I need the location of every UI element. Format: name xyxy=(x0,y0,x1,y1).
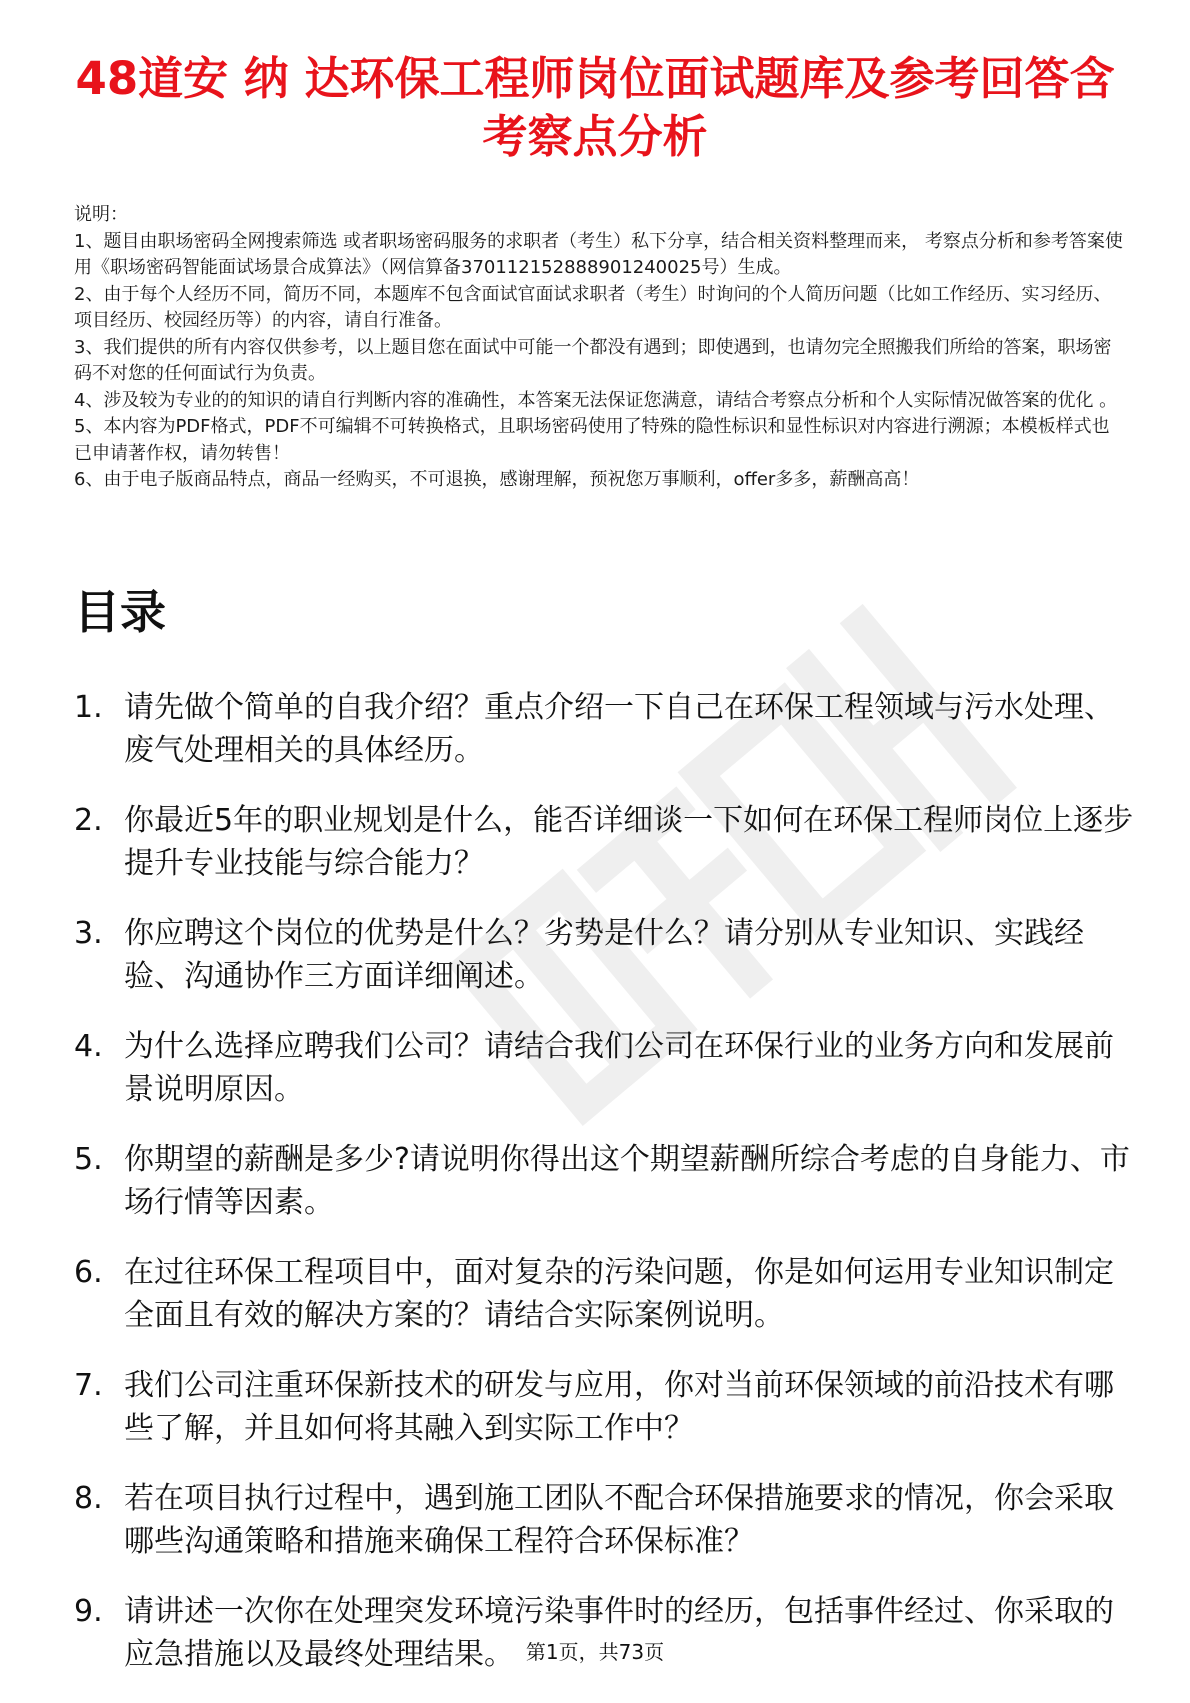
toc-item-text[interactable]: 我们公司注重环保新技术的研发与应用，你对当前环保领域的前沿技术有哪些了解，并且如何将其融入到实际工作中？ xyxy=(124,1368,1114,1446)
toc-item-text[interactable]: 为什么选择应聘我们公司？请结合我们公司在环保行业的业务方向和发展前景说明原因。 xyxy=(124,1029,1114,1107)
note-item: 2、由于每个人经历不同，简历不同，本题库不包含面试官面试求职者（考生）时询问的个人简历问题（比如工作经历、实习经历、项目经历、校园经历等）的内容，请自行准备。 xyxy=(74,283,1112,331)
notes-heading: 说明： xyxy=(74,204,128,225)
note-item: 5、本内容为PDF格式，PDF不可编辑不可转换格式，且职场密码使用了特殊的隐性标识和显性标识对内容进行溯源；本模板样式也已申请著作权，请勿转售！ xyxy=(74,416,1110,464)
toc-item-text[interactable]: 你最近5年的职业规划是什么，能否详细谈一下如何在环保工程师岗位上逐步提升专业技能与综合能力？ xyxy=(124,803,1134,881)
toc-item[interactable] xyxy=(74,912,1134,998)
toc-item-number: 8. xyxy=(74,1481,103,1516)
toc-item-number: 4. xyxy=(74,1029,103,1064)
toc-item-text[interactable]: 请先做个简单的自我介绍？重点介绍一下自己在环保工程领域与污水处理、废气处理相关的具体经历。 xyxy=(124,690,1114,768)
toc-item[interactable] xyxy=(74,1364,1134,1450)
toc-item-number: 3. xyxy=(74,916,103,951)
toc-item-text[interactable]: 若在项目执行过程中，遇到施工团队不配合环保措施要求的情况，你会采取哪些沟通策略和措施来确保工程符合环保标准？ xyxy=(124,1481,1114,1559)
toc-item-number: 9. xyxy=(74,1594,103,1629)
toc-item-number: 1. xyxy=(74,690,103,725)
toc-item-text[interactable]: 在过往环保工程项目中，面对复杂的污染问题，你是如何运用专业知识制定全面且有效的解决方案的？请结合实际案例说明。 xyxy=(124,1255,1114,1333)
toc-item[interactable] xyxy=(74,1138,1134,1224)
toc-item[interactable] xyxy=(74,1251,1134,1337)
note-item: 3、我们提供的所有内容仅供参考，以上题目您在面试中可能一个都没有遇到；即使遇到，也请勿完全照搬我们所给的答案，职场密码不对您的任何面试行为负责。 xyxy=(74,336,1112,384)
toc-list xyxy=(74,686,1134,1703)
notes-section xyxy=(74,202,1124,494)
toc-item-number: 5. xyxy=(74,1142,103,1177)
document-title: 48道安 纳 达环保工程师岗位面试题库及参考回答含考察点分析 xyxy=(75,52,1115,163)
toc-item[interactable] xyxy=(74,686,1134,772)
toc-item-text[interactable]: 你期望的薪酬是多少?请说明你得出这个期望薪酬所综合考虑的自身能力、市场行情等因素。 xyxy=(124,1142,1130,1220)
toc-heading: 目录 xyxy=(74,585,166,639)
toc-item-text[interactable]: 请讲述一次你在处理突发环境污染事件时的经历，包括事件经过、你采取的应急措施以及最终处理结果。 xyxy=(124,1594,1114,1672)
toc-item[interactable] xyxy=(74,1025,1134,1111)
toc-item-number: 6. xyxy=(74,1255,103,1290)
toc-item-number: 2. xyxy=(74,803,103,838)
toc-item[interactable] xyxy=(74,799,1134,885)
page-footer: 第1页，共73页 xyxy=(525,1640,665,1664)
toc-item[interactable] xyxy=(74,1477,1134,1563)
note-item: 1、题目由职场密码全网搜索筛选 或者职场密码服务的求职者（考生）私下分享，结合相关资料整理而来， 考察点分析和参考答案使用《职场密码智能面试场景合成算法》（网信算备370112152888901240025号）生成。 xyxy=(74,230,1123,278)
note-item: 4、涉及较为专业的的知识的请自行判断内容的准确性，本答案无法保证您满意，请结合考察点分析和个人实际情况做答案的优化 。 xyxy=(74,389,1118,411)
toc-item-number: 7. xyxy=(74,1368,103,1403)
toc-item-text[interactable]: 你应聘这个岗位的优势是什么？劣势是什么？请分别从专业知识、实践经验、沟通协作三方面详细阐述。 xyxy=(124,916,1084,994)
note-item: 6、由于电子版商品特点，商品一经购买，不可退换，感谢理解，预祝您万事顺利，offer多多，薪酬高高！ xyxy=(74,469,920,490)
